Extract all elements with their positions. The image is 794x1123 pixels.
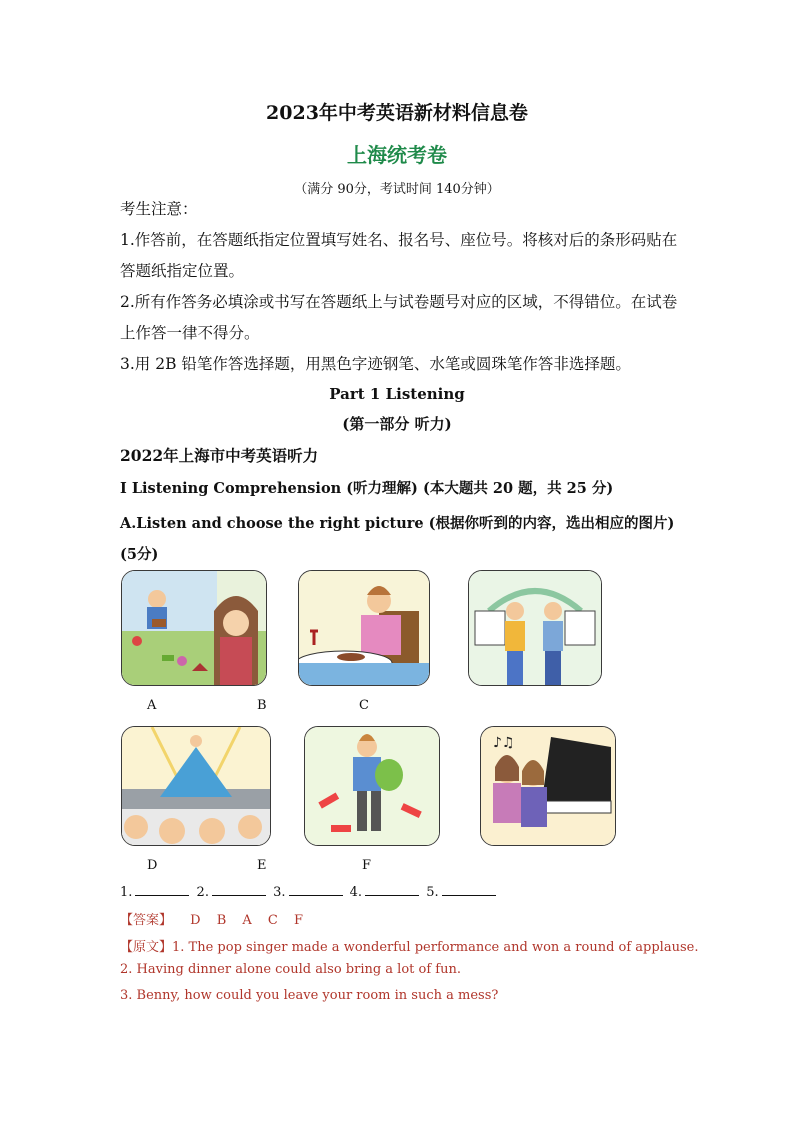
- transcript-line-3: 3. Benny, how could you leave your room in such a mess?: [120, 988, 499, 1003]
- blank-label-2: 2.: [196, 885, 209, 900]
- answer-label: 【答案】: [120, 913, 173, 928]
- answer-blank-4[interactable]: [365, 883, 419, 896]
- picture-singer-stage: [121, 726, 271, 846]
- blank-label-1: 1.: [120, 885, 133, 900]
- transcript-label: 【原文】: [120, 940, 173, 955]
- picture-picking-litter: [304, 726, 440, 846]
- answer-blank-3[interactable]: [289, 883, 343, 896]
- notice-item-2: 2.所有作答务必填涂或书写在答题纸上与试卷题号对应的区域，不得错位。在试卷上作答一律不得分。: [120, 293, 678, 342]
- picture-label-a: A: [147, 698, 157, 713]
- answer-line: [120, 909, 303, 928]
- picture-test-papers: [468, 570, 602, 686]
- picture-label-f: F: [362, 858, 372, 873]
- picture-messy-room: [121, 570, 267, 686]
- picture-label-d: D: [147, 858, 158, 873]
- picture-label-c: C: [359, 698, 369, 713]
- notice-heading: 考生注意：: [120, 200, 198, 218]
- notice-item-1: 1.作答前，在答题纸指定位置填写姓名、报名号、座位号。将核对后的条形码贴在答题纸指定位置。: [120, 231, 678, 280]
- picture-dinner-alone: [298, 570, 430, 686]
- answer-blank-5[interactable]: [442, 883, 496, 896]
- page-title: 2023年中考英语新材料信息卷: [266, 102, 528, 124]
- answer-blank-1[interactable]: [135, 883, 189, 896]
- transcript-text-1: 1. The pop singer made a wonderful performance and won a round of applause.: [172, 940, 699, 955]
- notice-item-3: 3.用 2B 铅笔作答选择题，用黑色字迹钢笔、水笔或圆珠笔作答非选择题。: [120, 355, 631, 373]
- picture-label-b: B: [257, 698, 267, 713]
- exam-subtitle: 上海统考卷: [347, 143, 447, 167]
- section1-instruction: A.Listen and choose the right picture (根据你听到的内容，选出相应的图片) (5分): [120, 515, 675, 563]
- section-heading: 2022年上海市中考英语听力: [120, 446, 319, 465]
- exam-note: （满分 90分，考试时间 140分钟）: [294, 182, 500, 197]
- part-title: Part 1 Listening: [329, 385, 465, 403]
- picture-label-e: E: [257, 858, 267, 873]
- answer-blanks: [120, 883, 499, 900]
- answer-blank-2[interactable]: [212, 883, 266, 896]
- picture-piano-duet: [480, 726, 616, 846]
- transcript-line-2: 2. Having dinner alone could also bring a lot of fun.: [120, 962, 461, 977]
- part-title-cn: (第一部分 听力): [342, 415, 452, 433]
- svg-text:♪♫: ♪♫: [493, 735, 515, 751]
- section1-title: I Listening Comprehension (听力理解) (本大题共 20 题，共 25 分): [120, 480, 614, 497]
- blank-label-4: 4.: [349, 885, 363, 900]
- answer-values: D B A C F: [190, 913, 304, 928]
- blank-label-3: 3.: [273, 885, 286, 900]
- blank-label-5: 5.: [426, 885, 439, 900]
- transcript-line-1: [120, 936, 698, 955]
